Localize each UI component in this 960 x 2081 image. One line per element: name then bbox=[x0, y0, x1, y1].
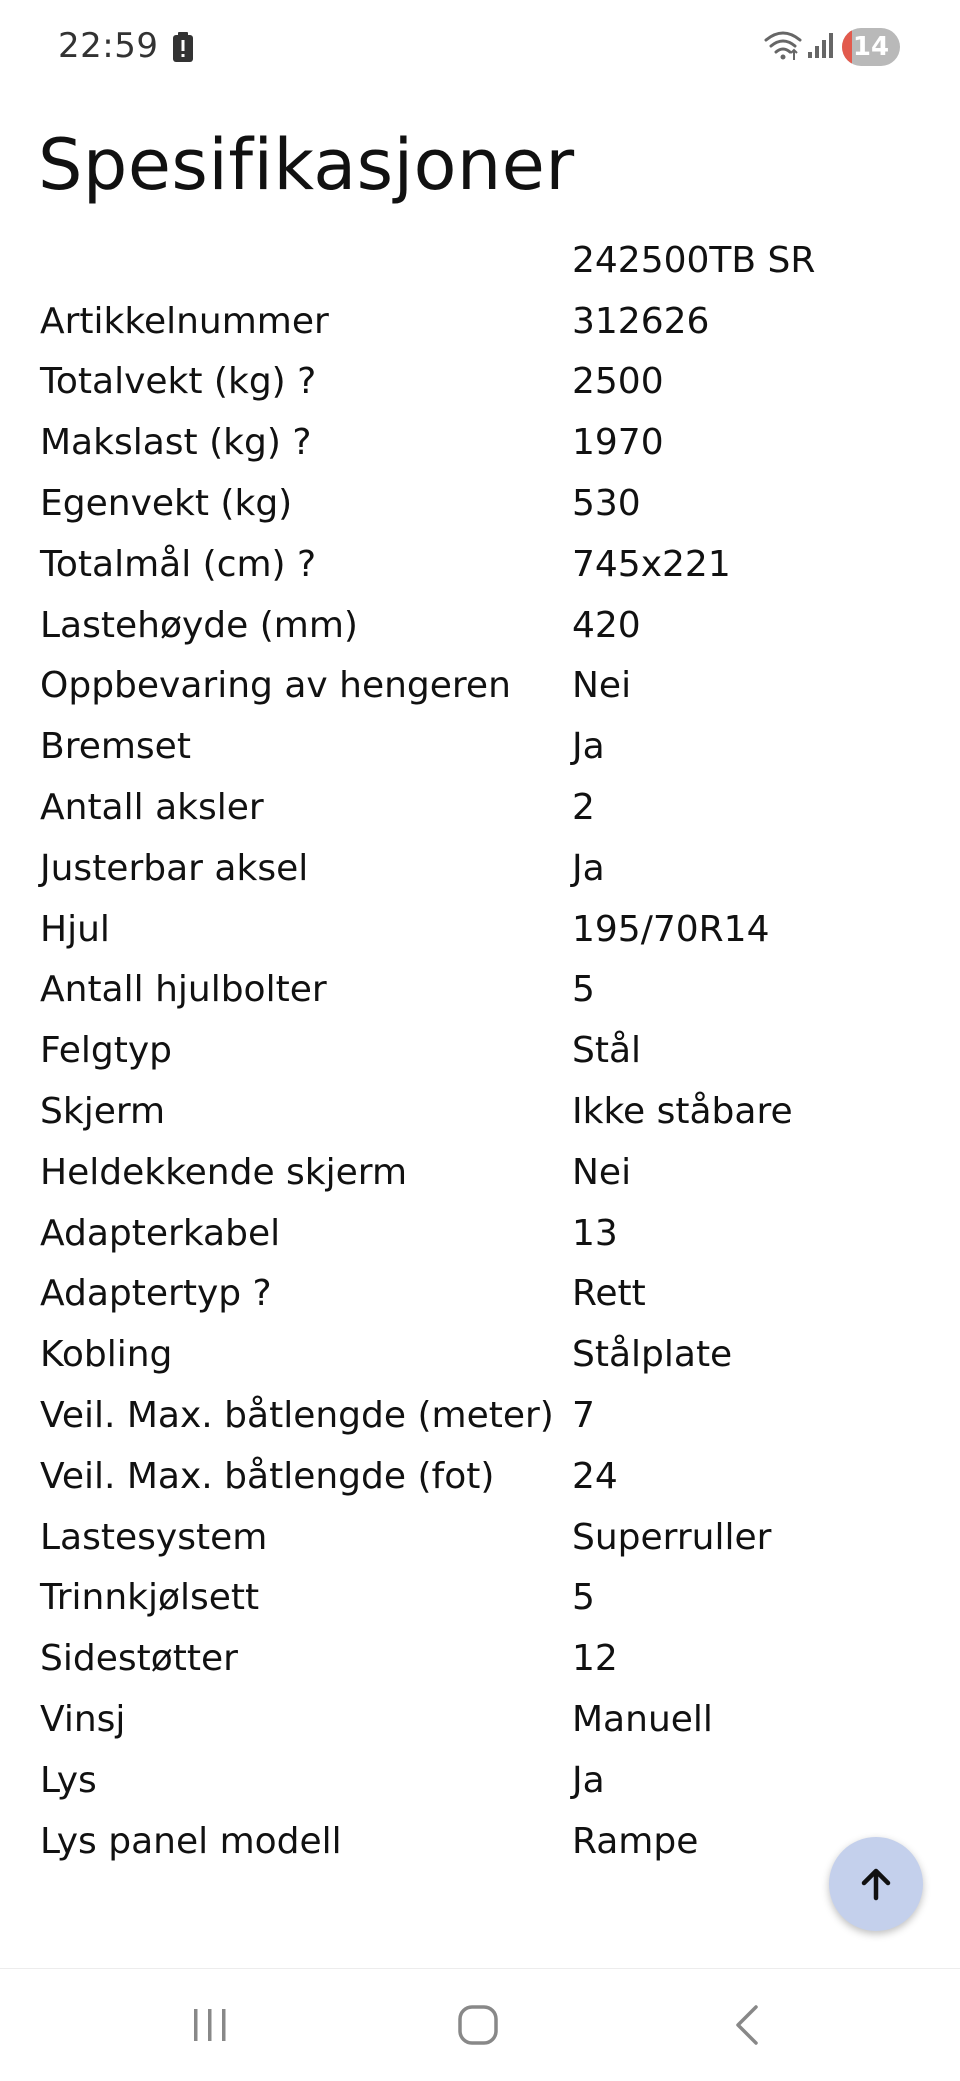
spec-value: Ja bbox=[572, 726, 605, 768]
notification-count-badge bbox=[842, 28, 900, 66]
table-row bbox=[40, 1628, 920, 1689]
spec-value: 195/70R14 bbox=[572, 908, 770, 950]
spec-value: Ikke ståbare bbox=[572, 1091, 793, 1133]
table-row bbox=[40, 1568, 920, 1629]
spec-value: 5 bbox=[572, 969, 595, 1011]
spec-label: Veil. Max. båtlengde (fot) bbox=[40, 1455, 495, 1497]
status-time: 22:59 bbox=[58, 26, 159, 66]
table-row bbox=[40, 899, 920, 960]
spec-value: Ja bbox=[572, 1759, 605, 1801]
spec-label: Artikkelnummer bbox=[40, 300, 329, 342]
spec-value: 2500 bbox=[572, 361, 664, 403]
spec-label: Adaptertyp ? bbox=[40, 1273, 272, 1315]
spec-label: Sidestøtter bbox=[40, 1638, 238, 1680]
table-row bbox=[40, 960, 920, 1021]
spec-value: Nei bbox=[572, 665, 632, 707]
table-row bbox=[40, 412, 920, 473]
spec-label: Antall hjulbolter bbox=[40, 969, 327, 1011]
table-row bbox=[40, 716, 920, 777]
table-row bbox=[40, 1081, 920, 1142]
spec-value: 7 bbox=[572, 1395, 595, 1437]
table-row bbox=[40, 291, 920, 352]
table-row bbox=[40, 534, 920, 595]
wifi-icon bbox=[764, 28, 802, 62]
spec-value: 312626 bbox=[572, 300, 710, 342]
back-icon[interactable] bbox=[728, 2003, 768, 2047]
spec-value: 420 bbox=[572, 604, 641, 646]
spec-value: 24 bbox=[572, 1455, 618, 1497]
spec-label: Adapterkabel bbox=[40, 1212, 281, 1254]
table-row bbox=[40, 230, 920, 291]
spec-label: Hjul bbox=[40, 908, 110, 950]
spec-value: 242500TB SR bbox=[572, 239, 816, 281]
spec-label: Skjerm bbox=[40, 1091, 166, 1133]
table-row bbox=[40, 352, 920, 413]
recents-icon[interactable] bbox=[188, 2005, 232, 2045]
spec-label: Bremset bbox=[40, 726, 191, 768]
spec-label: Vinsj bbox=[40, 1699, 126, 1741]
table-row bbox=[40, 1507, 920, 1568]
signal-icon bbox=[806, 30, 838, 60]
page-title: Spesifikasjoner bbox=[38, 124, 575, 206]
table-row bbox=[40, 1446, 920, 1507]
spec-value: Stålplate bbox=[572, 1334, 733, 1376]
spec-value: Ja bbox=[572, 847, 605, 889]
spec-value: Rampe bbox=[572, 1820, 699, 1862]
spec-value: 530 bbox=[572, 483, 641, 525]
table-row bbox=[40, 656, 920, 717]
spec-label: Trinnkjølsett bbox=[40, 1577, 260, 1619]
table-row bbox=[40, 1811, 920, 1872]
table-row bbox=[40, 1142, 920, 1203]
table-row bbox=[40, 1324, 920, 1385]
spec-label: Totalmål (cm) ? bbox=[40, 543, 317, 585]
spec-label: Kobling bbox=[40, 1334, 173, 1376]
spec-table bbox=[40, 230, 920, 1872]
table-row bbox=[40, 777, 920, 838]
spec-label: Lastesystem bbox=[40, 1516, 268, 1558]
table-row bbox=[40, 1750, 920, 1811]
home-icon[interactable] bbox=[456, 2003, 500, 2047]
table-row bbox=[40, 595, 920, 656]
spec-value: 1970 bbox=[572, 422, 664, 464]
battery-alert-icon bbox=[172, 32, 194, 62]
arrow-up-icon bbox=[856, 1864, 896, 1904]
spec-value: 12 bbox=[572, 1638, 618, 1680]
spec-value: 745x221 bbox=[572, 543, 731, 585]
scroll-to-top-button[interactable] bbox=[829, 1837, 923, 1931]
spec-value: 2 bbox=[572, 787, 595, 829]
spec-label: Felgtyp bbox=[40, 1030, 173, 1072]
spec-label: Makslast (kg) ? bbox=[40, 422, 312, 464]
navigation-bar bbox=[0, 1968, 960, 2081]
spec-label: Lys bbox=[40, 1759, 97, 1801]
spec-value: Manuell bbox=[572, 1699, 713, 1741]
spec-label: Lastehøyde (mm) bbox=[40, 604, 358, 646]
spec-label: Egenvekt (kg) bbox=[40, 483, 293, 525]
table-row bbox=[40, 1203, 920, 1264]
spec-value: 5 bbox=[572, 1577, 595, 1619]
spec-value: Rett bbox=[572, 1273, 646, 1315]
table-row bbox=[40, 1020, 920, 1081]
spec-value: 13 bbox=[572, 1212, 618, 1254]
spec-label: Totalvekt (kg) ? bbox=[40, 361, 317, 403]
status-bar bbox=[0, 0, 960, 92]
table-row bbox=[40, 1689, 920, 1750]
spec-label: Lys panel modell bbox=[40, 1820, 342, 1862]
spec-label: Oppbevaring av hengeren bbox=[40, 665, 511, 707]
spec-value: Nei bbox=[572, 1151, 632, 1193]
spec-label: Veil. Max. båtlengde (meter) bbox=[40, 1395, 554, 1437]
table-row bbox=[40, 473, 920, 534]
spec-value: Superruller bbox=[572, 1516, 772, 1558]
spec-value: Stål bbox=[572, 1030, 642, 1072]
notification-count: 14 bbox=[852, 32, 890, 62]
spec-label: Heldekkende skjerm bbox=[40, 1151, 408, 1193]
spec-label: Justerbar aksel bbox=[40, 847, 309, 889]
table-row bbox=[40, 838, 920, 899]
table-row bbox=[40, 1385, 920, 1446]
table-row bbox=[40, 1264, 920, 1325]
spec-label: Antall aksler bbox=[40, 787, 264, 829]
